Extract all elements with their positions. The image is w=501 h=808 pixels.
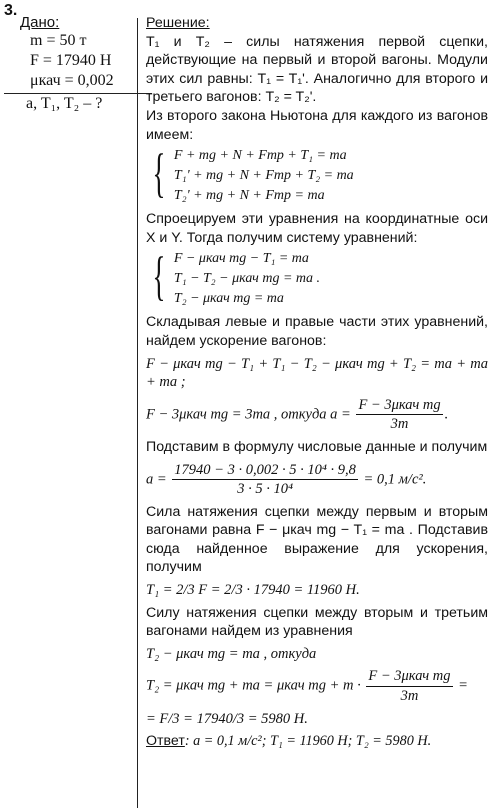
t2-expanded-left: T₂ = μкач mg + ma = μкач mg + m · [146, 677, 361, 694]
numeric-result: = 0,1 м/с². [363, 470, 427, 487]
solution-paragraph-substitute: Подставим в формулу числовые данные и получим [146, 438, 488, 455]
given-friction-coefficient: μкач = 0,002 [30, 72, 114, 89]
solution-heading: Решение: [146, 15, 210, 31]
column-divider [137, 18, 138, 808]
t2-fraction [366, 667, 452, 705]
solution-paragraph-project: Спроецируем эти уравнения на координатные оси X и Y. Тогда получим систему уравнений: [146, 211, 488, 246]
given-force: F = 17940 Н [30, 52, 112, 69]
numeric-denominator: 3 · 5 · 10⁴ [237, 481, 293, 498]
numeric-fraction [172, 461, 358, 499]
system1-eq1: F + mg + N + Fтр + T₁ = ma [173, 148, 347, 164]
numeric-numerator: 17940 − 3 · 0,002 · 5 · 10⁴ · 9,8 [172, 461, 358, 481]
given-find: a, T₁, T₂ – ? [26, 95, 103, 112]
newton-equation-system [146, 143, 488, 206]
answer-values: : a = 0,1 м/с²; T₁ = 11960 Н; T₂ = 5980 Н. [184, 733, 432, 750]
equation-t2-final: = F/3 = 17940/3 = 5980 Н. [146, 710, 308, 727]
brace-icon: { [152, 246, 166, 307]
acceleration-fraction [356, 396, 442, 434]
t2-denominator: 3m [400, 688, 419, 705]
given-header: Дано: [20, 14, 60, 31]
system1-eq3: T₂' + mg + N + Fтр = ma [173, 188, 325, 204]
t2-numerator: F − 3μкач mg [366, 667, 452, 687]
solution-paragraph-newton: Из второго закона Ньютона для каждого из вагонов имеем: [146, 107, 488, 143]
equation-t2-expanded: T₂ = μкач mg + ma = μкач mg + m · $\frac{\text{F − 3μкач mg}}{3m}$ = [146, 668, 468, 705]
given-block [20, 14, 136, 114]
solution-paragraph-tension2: Силу натяжения сцепки между вторым и третьим вагонами найдем из уравнения [146, 604, 488, 640]
equation-numeric-acceleration: a = $\frac{\text{17940 − 3 · 0,002 · 5 · 10⁴ · 9,8}}{\text{3 · 5 · 10⁴}}$ = 0,1 м/с². [146, 461, 427, 498]
acceleration-denominator: 3m [390, 416, 409, 433]
system2-eq3: T₂ − μкач mg = ma [173, 291, 284, 307]
given-mass: m = 50 т [30, 32, 87, 49]
system2-eq1: F − μкач mg − T₁ = ma [173, 251, 309, 267]
system1-eq2: T₁' + mg + N + Fтр + T₂ = ma [173, 168, 354, 184]
solution-block [146, 14, 488, 751]
equation-acceleration: F − 3μкач mg = 3ma , откуда a = $\frac{\text{F − 3μкач mg}}{3m}$ . [146, 396, 449, 433]
solution-paragraph-tension1: Сила натяжения сцепки между первым и вторым вагонами равна F − μкач mg − T₁ = ma . Подставив сюда найденное выражение для ускорения, получим [146, 503, 488, 576]
solution-paragraph-forces: T₁ и T₂ – силы натяжения первой сцепки, действующие на первый и второй вагоны. Модули этих сил равны: T₁ = T₁'. Аналогично для второго и третьего вагонов: T₂ = T₂'. [146, 33, 488, 106]
projection-equation-system [146, 246, 488, 309]
solution-paragraph-sum: Складывая левые и правые части этих уравнений, найдем ускорение вагонов: [146, 314, 488, 349]
equation-sum: F − μкач mg − T₁ + T₁ − T₂ − μкач mg + T₂ = ma + ma + ma ; [146, 355, 488, 391]
answer-label: Ответ [146, 733, 185, 750]
answer-line [146, 732, 488, 751]
brace-icon: { [152, 143, 166, 204]
system2-eq2: T₁ − T₂ − μкач mg = ma . [173, 271, 321, 287]
problem-number: 3. [4, 2, 18, 19]
acceleration-numerator: F − 3μкач mg [356, 396, 442, 416]
equation-t2: T₂ − μкач mg = ma , откуда [146, 645, 317, 662]
equation-t1: T₁ = 2/3 F = 2/3 · 17940 = 11960 Н. [146, 582, 360, 599]
acceleration-left: F − 3μкач mg = 3ma , откуда a = [146, 406, 351, 423]
